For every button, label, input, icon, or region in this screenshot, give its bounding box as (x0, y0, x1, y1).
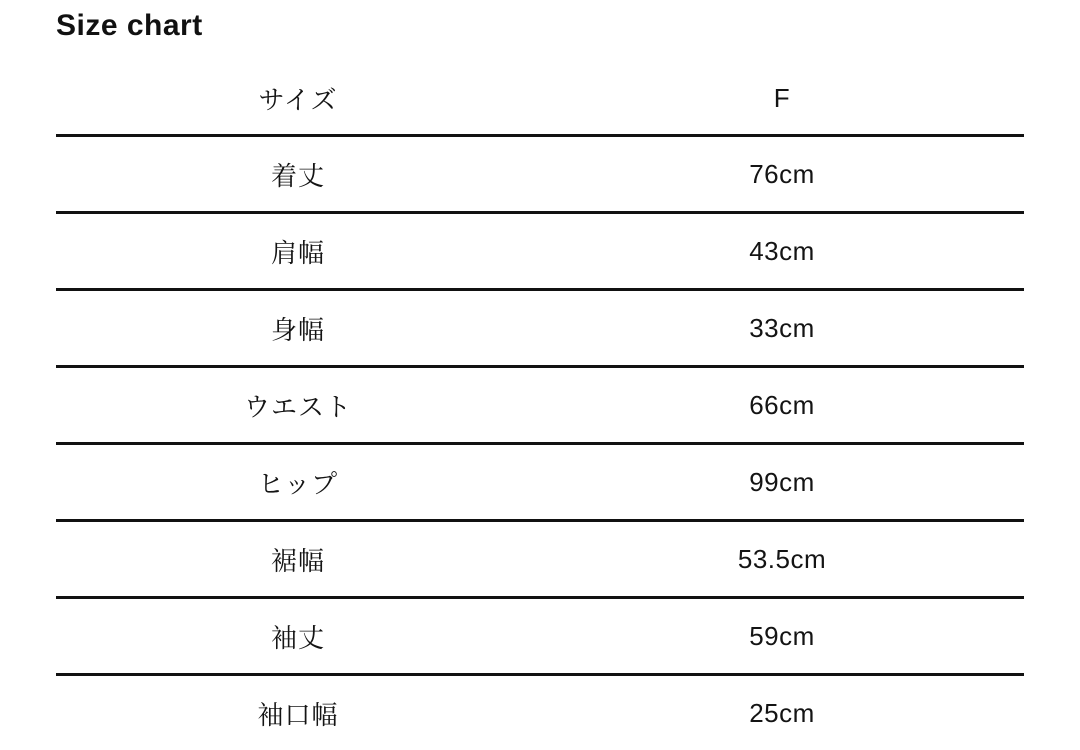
table-row (56, 675, 1024, 750)
row-value: 33cm (540, 290, 1024, 367)
table-row (56, 367, 1024, 444)
row-label: 裾幅 (56, 521, 540, 598)
row-label: 袖口幅 (56, 675, 540, 750)
row-label: 身幅 (56, 290, 540, 367)
row-label: 着丈 (56, 136, 540, 213)
table-row (56, 521, 1024, 598)
row-label: ウエスト (56, 367, 540, 444)
row-value: 43cm (540, 213, 1024, 290)
header-value-f: F (540, 62, 1024, 136)
row-value: 59cm (540, 598, 1024, 675)
header-label-size: サイズ (56, 62, 540, 136)
row-value: 53.5cm (540, 521, 1024, 598)
size-chart-container (56, 62, 1024, 750)
table-row (56, 290, 1024, 367)
table-header-row (56, 62, 1024, 136)
row-label: 肩幅 (56, 213, 540, 290)
size-chart-table (56, 62, 1024, 750)
page-title: Size chart (56, 6, 203, 46)
table-row (56, 598, 1024, 675)
row-value: 76cm (540, 136, 1024, 213)
table-row (56, 213, 1024, 290)
row-value: 99cm (540, 444, 1024, 521)
size-chart-body (56, 62, 1024, 750)
table-row (56, 444, 1024, 521)
row-label: 袖丈 (56, 598, 540, 675)
row-label: ヒップ (56, 444, 540, 521)
row-value: 25cm (540, 675, 1024, 750)
table-row (56, 136, 1024, 213)
row-value: 66cm (540, 367, 1024, 444)
